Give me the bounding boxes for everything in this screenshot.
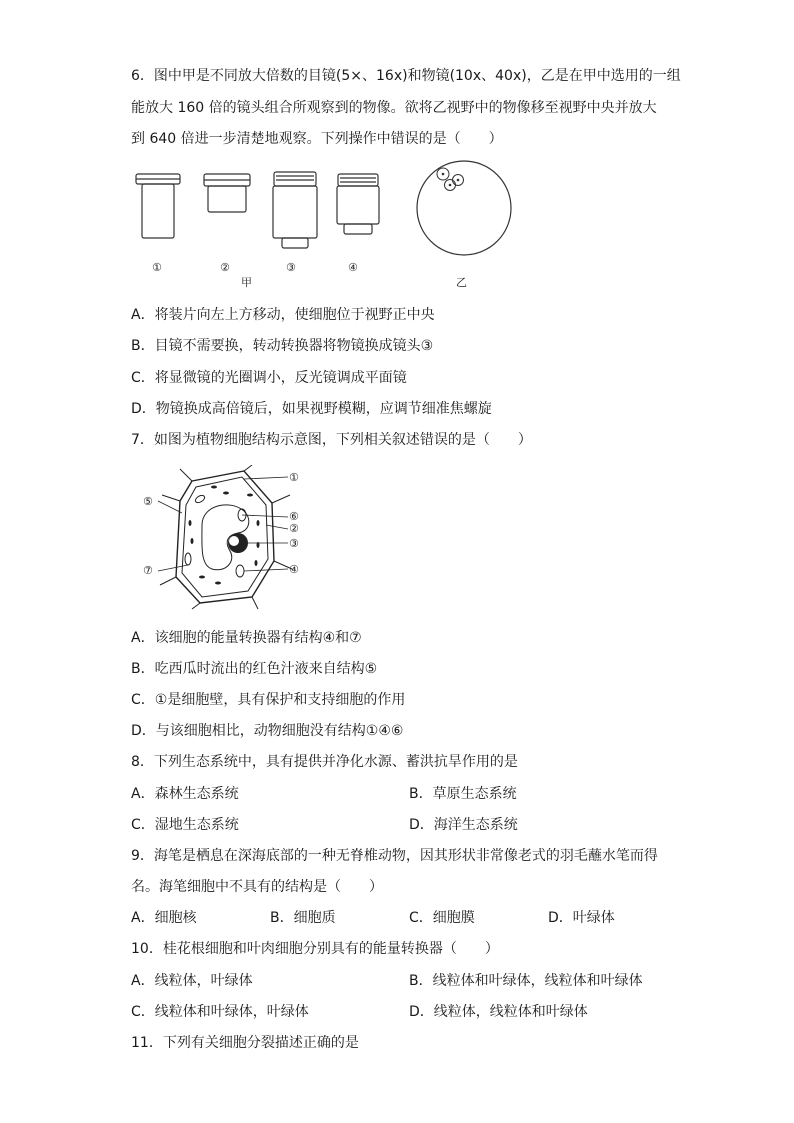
q10-option-d: D．线粒体，线粒体和叶绿体 <box>409 1004 588 1020</box>
lens-label-4: ④ <box>348 261 358 274</box>
q9-option-c: C．细胞膜 <box>409 910 475 926</box>
lens-3-objective <box>273 172 317 248</box>
q8-option-c: C．湿地生态系统 <box>131 817 239 833</box>
q8-option-b: B．草原生态系统 <box>409 786 517 802</box>
figure-yi-caption: 乙 <box>456 276 467 289</box>
q10-option-a: A．线粒体，叶绿体 <box>131 973 253 989</box>
q10-stem: 10．桂花根细胞和叶肉细胞分别具有的能量转换器（ ） <box>131 941 499 957</box>
q7-option-b: B．吃西瓜时流出的红色汁液来自结构⑤ <box>131 661 378 677</box>
q6-stem-line-1: 6．图中甲是不同放大倍数的目镜(5×、16x)和物镜(10x、40x)，乙是在甲中选用的一组 <box>131 68 681 84</box>
q6-option-a: A．将装片向左上方移动，使细胞位于视野正中央 <box>131 307 435 323</box>
lens-label-3: ③ <box>286 261 296 274</box>
q9-option-d: D．叶绿体 <box>548 910 615 926</box>
q9-option-b: B．细胞质 <box>270 910 336 926</box>
q6-stem-line-3: 到 640 倍进一步清楚地观察。下列操作中错误的是（ ） <box>131 131 503 147</box>
figure-yi-field-of-view <box>412 158 516 258</box>
cell-label-6: ⑥ <box>289 510 299 523</box>
q9-option-a: A．细胞核 <box>131 910 197 926</box>
q7-option-d: D．与该细胞相比，动物细胞没有结构①④⑥ <box>131 723 404 739</box>
cell-label-7: ⑦ <box>143 564 153 577</box>
q7-option-c: C．①是细胞壁，具有保护和支持细胞的作用 <box>131 692 406 708</box>
q9-stem-line-1: 9．海笔是栖息在深海底部的一种无脊椎动物，因其形状非常像老式的羽毛蘸水笔而得 <box>131 848 658 864</box>
figure-plant-cell <box>140 465 310 610</box>
figure-jia-caption: 甲 <box>241 276 252 289</box>
q11-stem: 11．下列有关细胞分裂描述正确的是 <box>131 1035 359 1051</box>
q7-option-a: A．该细胞的能量转换器有结构④和⑦ <box>131 630 362 646</box>
cell-label-2: ② <box>289 522 299 535</box>
q6-option-d: D．物镜换成高倍镜后，如果视野模糊，应调节细准焦螺旋 <box>131 401 492 417</box>
cell-label-3: ③ <box>289 537 299 550</box>
cell-label-1: ① <box>289 471 299 484</box>
q6-option-c: C．将显微镜的光圈调小，反光镜调成平面镜 <box>131 370 407 386</box>
cell-label-5: ⑤ <box>143 495 153 508</box>
lens-label-1: ① <box>152 261 162 274</box>
q8-stem: 8．下列生态系统中，具有提供并净化水源、蓄洪抗旱作用的是 <box>131 754 518 770</box>
q7-stem: 7．如图为植物细胞结构示意图，下列相关叙述错误的是（ ） <box>131 432 532 448</box>
lens-2-eyepiece <box>204 174 250 212</box>
cell-label-4: ④ <box>289 563 299 576</box>
q8-option-d: D．海洋生态系统 <box>409 817 518 833</box>
lens-4-objective <box>337 174 379 234</box>
q6-stem-line-2: 能放大 160 倍的镜头组合所观察到的物像。欲将乙视野中的物像移至视野中央并放大 <box>131 100 657 116</box>
q8-option-a: A．森林生态系统 <box>131 786 239 802</box>
q9-stem-line-2: 名。海笔细胞中不具有的结构是（ ） <box>131 879 383 895</box>
lens-1-eyepiece <box>136 174 180 238</box>
q10-option-b: B．线粒体和叶绿体，线粒体和叶绿体 <box>409 973 643 989</box>
q6-option-b: B．目镜不需要换，转动转换器将物镜换成镜头③ <box>131 338 434 354</box>
q10-option-c: C．线粒体和叶绿体，叶绿体 <box>131 1004 309 1020</box>
figure-jia-lenses <box>130 168 380 293</box>
lens-label-2: ② <box>220 261 230 274</box>
